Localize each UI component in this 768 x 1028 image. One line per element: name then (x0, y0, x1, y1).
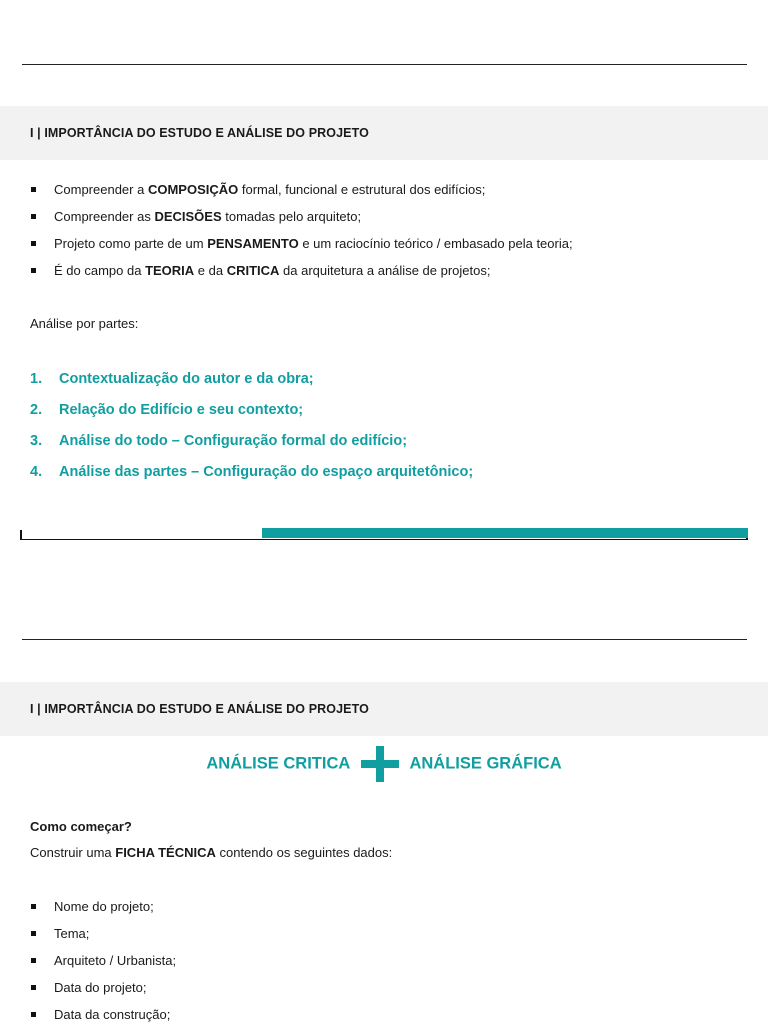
top-divider (22, 639, 747, 640)
headline-left: ANÁLISE CRITICA (206, 754, 351, 773)
data-sheet-list (30, 893, 176, 1028)
bullet-text: e da (194, 263, 227, 278)
instruction-pre: Construir uma (30, 845, 116, 860)
instruction-post: contendo os seguintes dados: (215, 845, 393, 860)
bullet-text: Compreender a (54, 182, 148, 197)
step-number: 3. (30, 433, 43, 449)
bullet-text: Data do projeto; (54, 980, 147, 995)
bullet-keyword: CRITICA (226, 263, 280, 278)
bullet-text: Data da construção; (54, 1007, 171, 1022)
list-item (30, 893, 176, 920)
bullet-square-icon (31, 214, 36, 219)
list-item (30, 920, 176, 947)
analysis-headline (0, 746, 768, 782)
step-text: Análise do todo – Configuração formal do edifício; (59, 433, 408, 449)
section-title: I | IMPORTÂNCIA DO ESTUDO E ANÁLISE DO PROJETO (30, 126, 369, 140)
bullet-text: da arquitetura a análise de projetos; (279, 263, 491, 278)
bullet-text: Tema; (54, 926, 90, 941)
bullet-keyword: TEORIA (145, 263, 195, 278)
section-header-band (0, 106, 768, 160)
bullet-square-icon (31, 904, 36, 909)
list-item (30, 395, 473, 426)
section-header-band (0, 682, 768, 736)
bullet-square-icon (31, 931, 36, 936)
plus-icon (361, 746, 399, 782)
step-text: Relação do Edifício e seu contexto; (59, 402, 304, 418)
step-number: 2. (30, 402, 43, 418)
bullet-text: Nome do projeto; (54, 899, 154, 914)
step-number: 4. (30, 464, 43, 480)
bullet-square-icon (31, 268, 36, 273)
step-text: Análise das partes – Configuração do espaço arquitetônico; (59, 464, 474, 480)
list-item (30, 176, 573, 203)
list-item (30, 426, 473, 457)
bullet-text: e um raciocínio teórico / embasado pela teoria; (298, 236, 573, 251)
progress-fill (262, 528, 748, 538)
progress-track (20, 539, 748, 541)
list-item (30, 203, 573, 230)
bullet-keyword: DECISÕES (154, 209, 222, 224)
purpose-bullet-list (30, 176, 573, 284)
list-item (30, 257, 573, 284)
bullet-square-icon (31, 241, 36, 246)
bullet-text: Compreender as (54, 209, 155, 224)
question-heading: Como começar? (30, 819, 132, 834)
bullet-text: tomadas pelo arquiteto; (221, 209, 362, 224)
list-item (30, 947, 176, 974)
bullet-keyword: COMPOSIÇÃO (147, 182, 239, 197)
instruction-keyword: FICHA TÉCNICA (115, 845, 216, 860)
slide-progress-bar (20, 527, 748, 540)
list-item (30, 457, 473, 488)
step-number: 1. (30, 371, 43, 387)
list-item (30, 230, 573, 257)
list-item (30, 364, 473, 395)
list-item (30, 974, 176, 1001)
section-title: I | IMPORTÂNCIA DO ESTUDO E ANÁLISE DO PROJETO (30, 702, 369, 716)
headline-right: ANÁLISE GRÁFICA (409, 754, 562, 773)
step-text: Contextualização do autor e da obra; (59, 371, 314, 387)
bullet-square-icon (31, 985, 36, 990)
bullet-square-icon (31, 958, 36, 963)
bullet-text: É do campo da (54, 263, 146, 278)
progress-track-start (20, 530, 22, 540)
bullet-keyword: PENSAMENTO (207, 236, 299, 251)
top-divider (22, 64, 747, 65)
instruction-text (30, 845, 392, 860)
analysis-intro: Análise por partes: (30, 316, 139, 331)
bullet-square-icon (31, 187, 36, 192)
bullet-text: Arquiteto / Urbanista; (54, 953, 177, 968)
bullet-square-icon (31, 1012, 36, 1017)
analysis-steps-list (30, 364, 473, 488)
bullet-text: Projeto como parte de um (54, 236, 208, 251)
bullet-text: formal, funcional e estrutural dos edifícios; (238, 182, 486, 197)
